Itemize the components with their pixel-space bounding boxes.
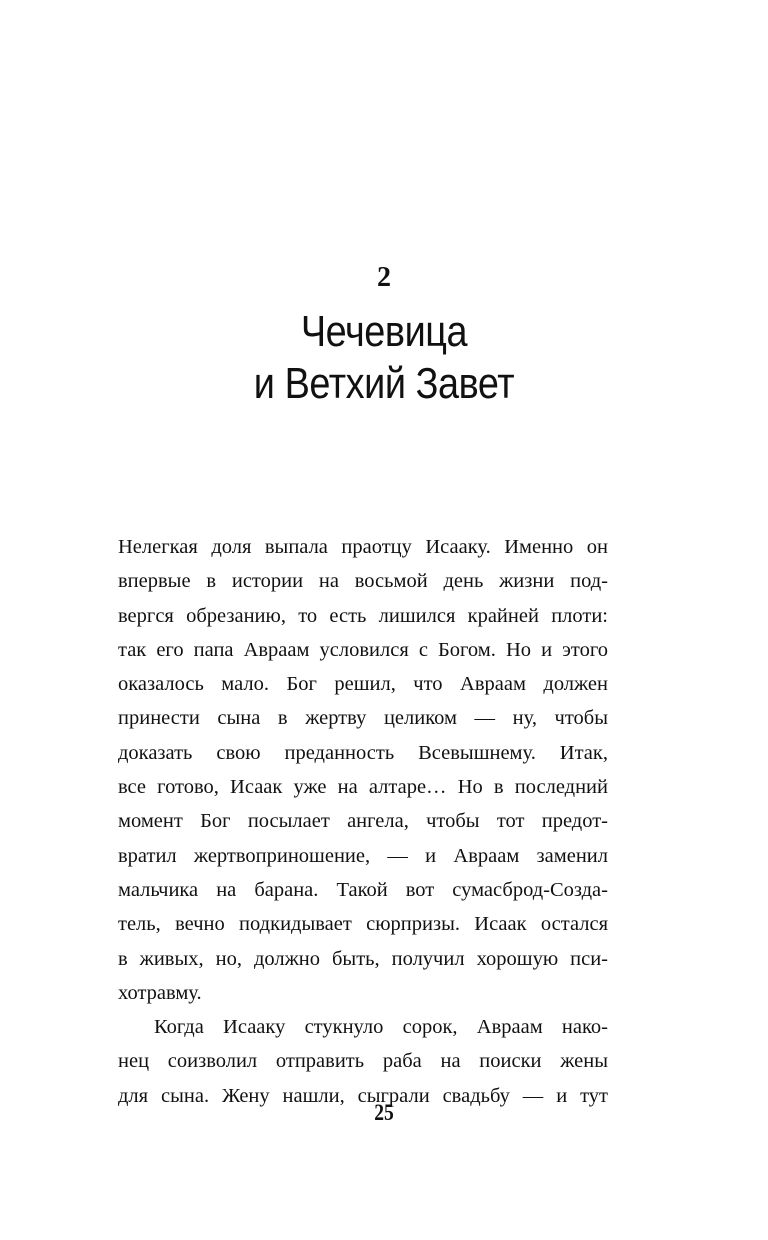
chapter-title-line: и Ветхий Завет: [253, 359, 515, 408]
text-line: нец соизволил отправить раба на поиски жены: [118, 1050, 608, 1073]
body-text: [118, 530, 608, 1113]
text-line: Нелегкая доля выпала праотцу Исааку. Именно он: [118, 536, 608, 558]
text-line: для сына. Жену нашли, сыграли свадьбу — и тут: [118, 1084, 608, 1107]
chapter-number: 2: [377, 262, 391, 293]
paragraph: [118, 530, 608, 1010]
chapter-title: [54, 306, 714, 410]
text-line: вратил жертвоприношение, — и Авраам заменил: [118, 844, 608, 867]
text-line: принести сына в жертву целиком — ну, чтобы: [118, 707, 608, 730]
text-line: все готово, Исаак уже на алтаре… Но в последний: [118, 776, 608, 799]
page-number: 25: [374, 1100, 394, 1125]
chapter-title-line: Чечевица: [300, 307, 468, 356]
text-line: хотравму.: [118, 981, 202, 1004]
text-line: мальчика на барана. Такой вот сумасброд-Созда-: [118, 878, 608, 901]
text-line: момент Бог посылает ангела, чтобы тот предот-: [118, 810, 608, 833]
text-line: оказалось мало. Бог решил, что Авраам должен: [118, 673, 608, 696]
text-line: в живых, но, должно быть, получил хорошую пси-: [118, 947, 608, 970]
text-line: тель, вечно подкидывает сюрпризы. Исаак остался: [118, 913, 608, 936]
text-line: Когда Исааку стукнуло сорок, Авраам нако-: [154, 1016, 608, 1039]
text-line: впервые в истории на восьмой день жизни под-: [118, 570, 608, 593]
text-line: доказать свою преданность Всевышнему. Итак,: [118, 741, 608, 764]
text-line: так его папа Авраам условился с Богом. Но и этого: [118, 638, 608, 661]
text-line: вергся обрезанию, то есть лишился крайней плоти:: [118, 604, 608, 627]
